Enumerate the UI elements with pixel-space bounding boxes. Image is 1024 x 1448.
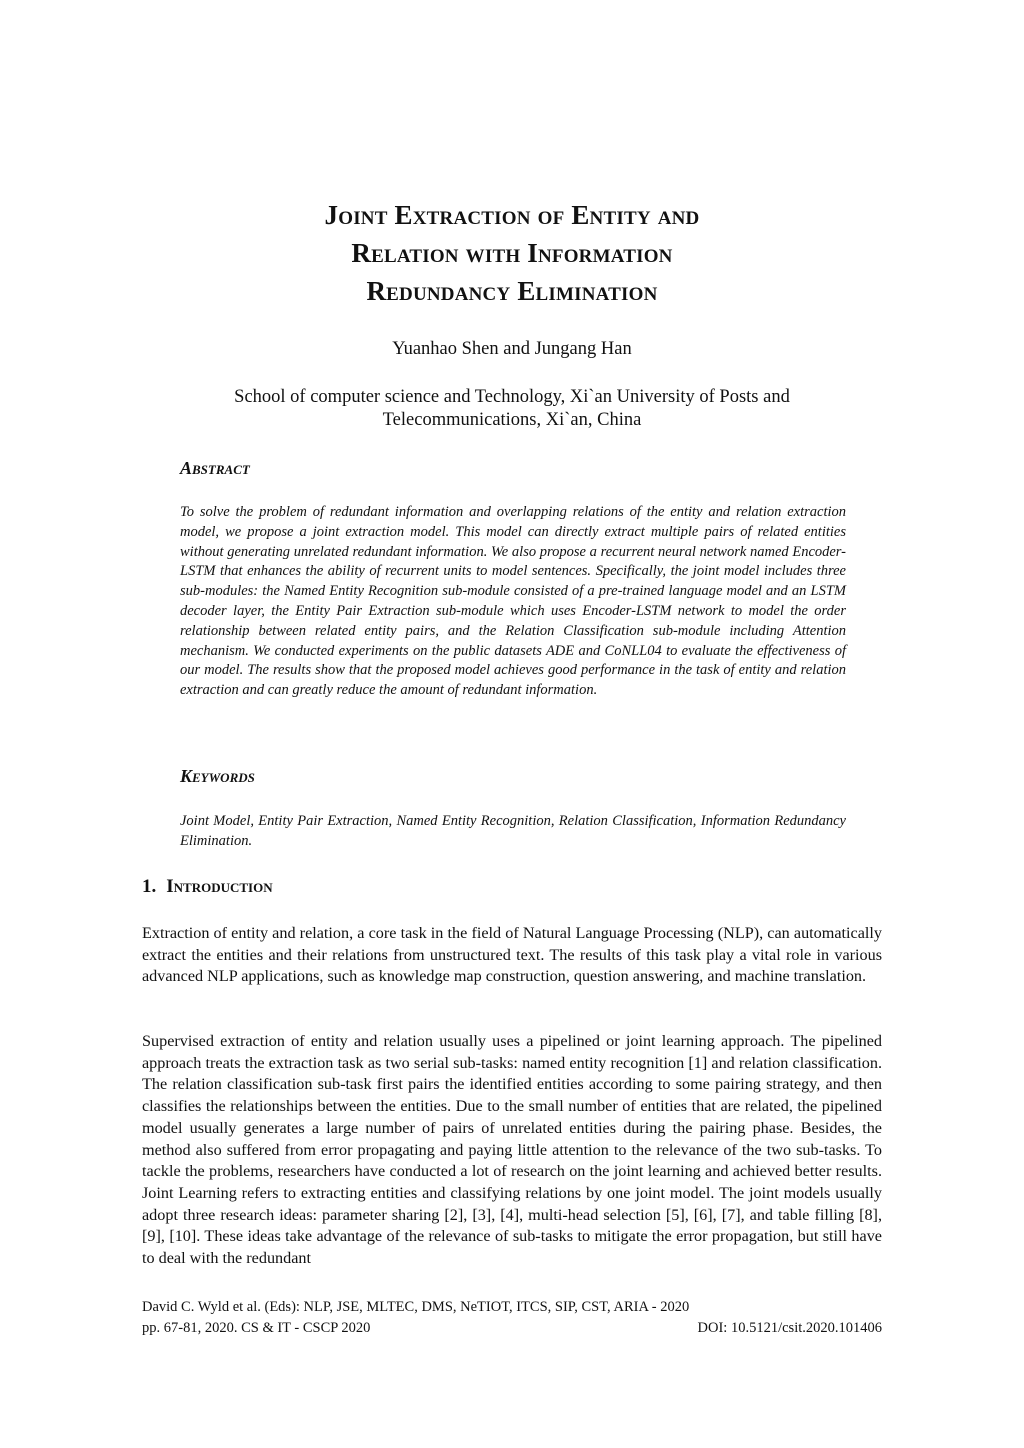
affiliation-line-2: Telecommunications, Xi`an, China [382, 410, 642, 430]
footer-pages: pp. 67-81, 2020. CS & IT - CSCP 2020 [142, 1320, 371, 1336]
footer-doi: DOI: 10.5121/csit.2020.101406 [697, 1320, 882, 1336]
affiliation-line-1: School of computer science and Technology, Xi`an University of Posts and [234, 387, 790, 407]
authors: Yuanhao Shen and Jungang Han [392, 339, 632, 359]
keywords-text: Joint Model, Entity Pair Extraction, Named Entity Recognition, Relation Classification, Information Redundancy Elimination. [180, 813, 846, 849]
intro-paragraph-1: Extraction of entity and relation, a core task in the field of Natural Language Processing (NLP), can automatically extract the entities and their relations from unstructured text. The results of this task play a vital role in various advanced NLP applications, such as knowledge map construction, question answering, and machine translation. [142, 924, 882, 986]
intro-paragraph-2: Supervised extraction of entity and relation usually uses a pipelined or joint learning approach. The pipelined approach treats the extraction task as two serial sub-tasks: named entity recognition [1] and relation classification. The relation classification sub-task first pairs the identified entities according to some pairing strategy, and then classifies the relationships between the entities. Due to the small number of entities that are related, the pipelined model usually generates a large number of pairs of unrelated entities during the pairing phase. Besides, the method also suffered from error propagating and paying little attention to the relevance of the two sub-tasks. To tackle the problems, researchers have conducted a lot of research on the joint learning and achieved better results. Joint Learning refers to extracting entities and classifying relations by one joint model. The joint models usually adopt three research ideas: parameter sharing [2], [3], [4], multi-head selection [5], [6], [7], and table filling [8], [9], [10]. These ideas take advantage of the relevance of sub-tasks to mitigate the error propagation, but still have to deal with the redundant [142, 1032, 882, 1268]
abstract-text: To solve the problem of redundant information and overlapping relations of the entity and relation extraction model, we propose a joint extraction model. This model can directly extract multiple pairs of related entities without generating unrelated redundant information. We also propose a recurrent neural network named Encoder-LSTM that enhances the ability of recurrent units to model sentences. Specifically, the joint model includes three sub-modules: the Named Entity Recognition sub-module consisted of a pre-trained language model and an LSTM decoder layer, the Entity Pair Extraction sub-module which uses Encoder-LSTM network to model the order relationship between related entity pairs, and the Relation Classification sub-module including Attention mechanism. We conducted experiments on the public datasets ADE and CoNLL04 to evaluate the effectiveness of our model. The results show that the proposed model achieves good performance in the task of entity and relation extraction and can greatly reduce the amount of redundant information. [180, 504, 846, 699]
title-line-2: Relation with Information [351, 238, 673, 268]
title-line-3: Redundancy Elimination [366, 276, 658, 306]
paper-title [0, 196, 1024, 310]
affiliation [0, 386, 1024, 432]
footer-citation: David C. Wyld et al. (Eds): NLP, JSE, MLTEC, DMS, NeTIOT, ITCS, SIP, CST, ARIA - 2020 [142, 1299, 690, 1315]
abstract-heading: Abstract [180, 458, 250, 478]
title-line-1: Joint Extraction of Entity and [324, 200, 700, 230]
section-title: Introduction [166, 876, 273, 897]
keywords-heading: Keywords [180, 766, 255, 786]
introduction-heading [142, 876, 273, 898]
footer-pages-doi [142, 1318, 882, 1339]
section-number: 1. [142, 876, 157, 897]
